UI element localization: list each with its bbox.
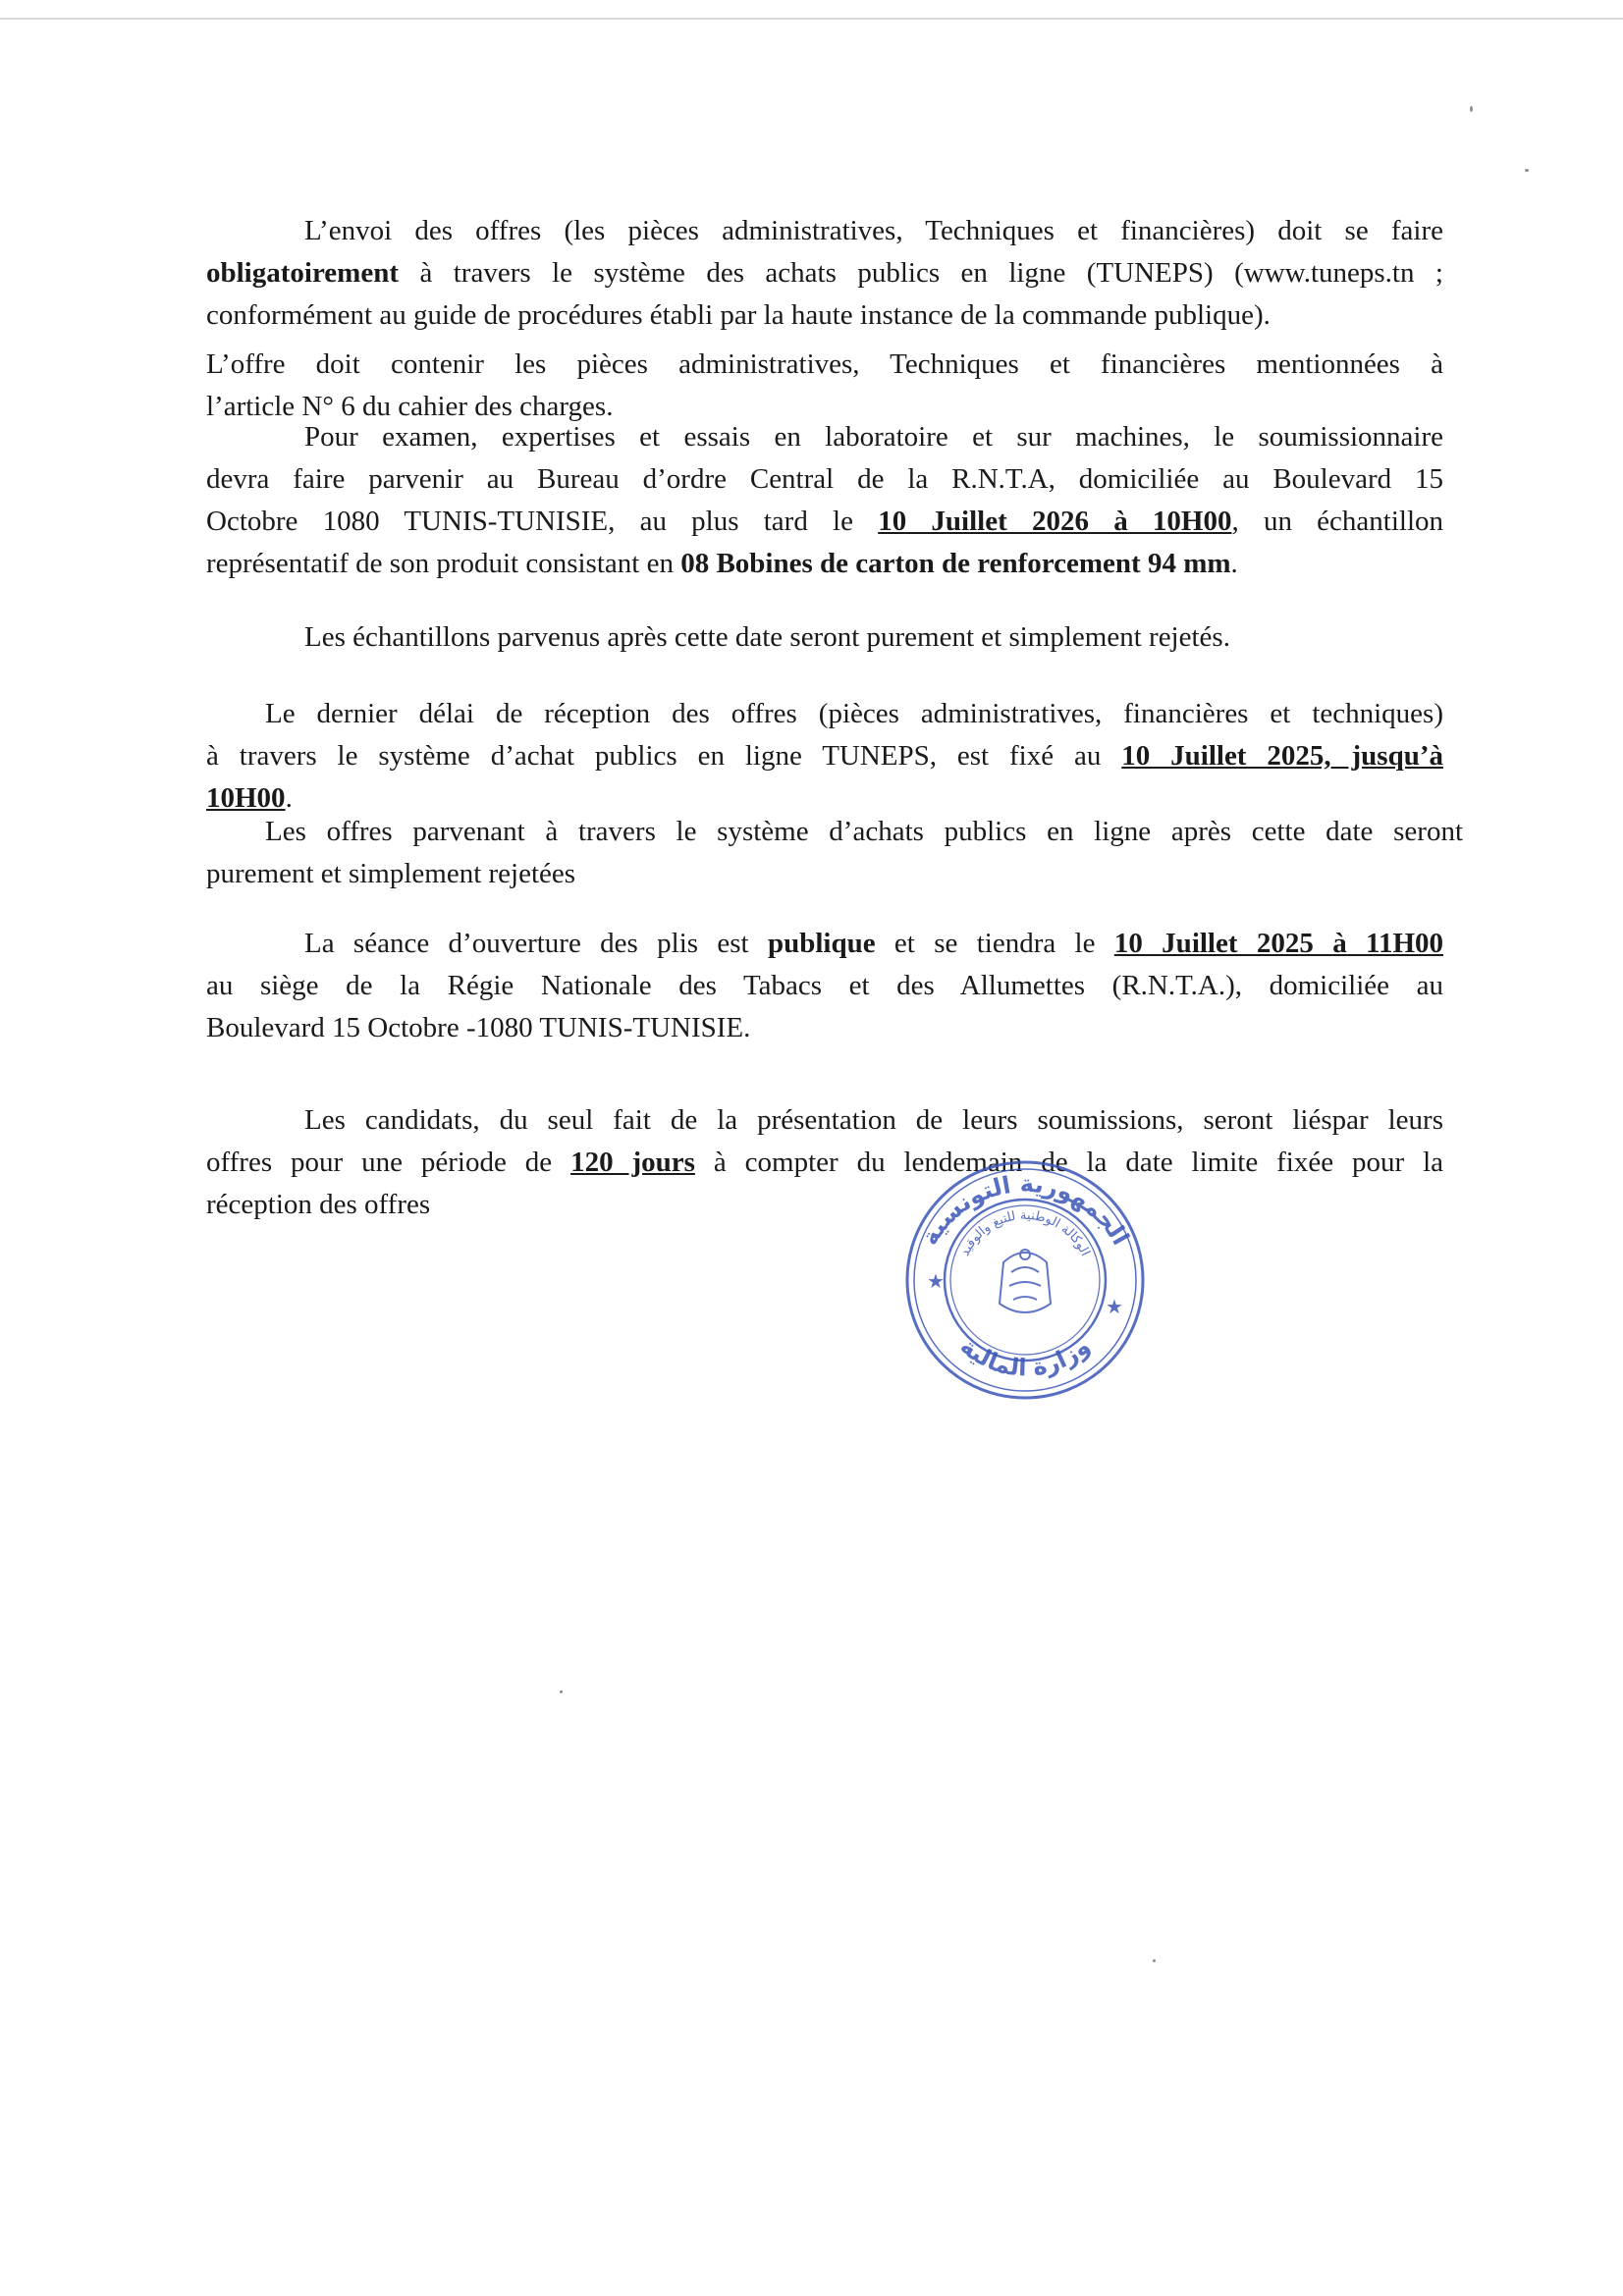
paragraph-offres-rejetees <box>206 811 1463 895</box>
scan-speck <box>1153 1959 1156 1962</box>
paragraph-ouverture-plis <box>206 923 1443 1049</box>
heure-delai: 10H00 <box>206 782 286 814</box>
text-line: Les candidats, du seul fait de la présentation de leurs soumissions, seront liéspar leurs <box>304 1104 1443 1136</box>
stamp-lower-text: وزارة المالية <box>954 1332 1096 1382</box>
stamp-emblem-icon <box>1000 1250 1051 1312</box>
paragraph-delai-reception <box>206 693 1443 820</box>
scan-edge <box>0 18 1623 20</box>
text-fragment: La séance d’ouverture des plis est <box>304 928 768 959</box>
text-line: L’offre doit contenir les pièces administratives, Techniques et financières mentionnées à <box>206 348 1443 380</box>
text-line <box>206 501 1443 543</box>
text-fragment: . <box>1230 548 1238 579</box>
text-line <box>206 252 1443 294</box>
svg-text:وزارة المالية <box>955 1332 1096 1381</box>
text-fragment: offres pour une période de <box>206 1147 571 1178</box>
scan-speck <box>560 1690 563 1693</box>
official-stamp <box>901 1156 1149 1404</box>
text-fragment: . <box>285 782 293 814</box>
emphasis-produit: 08 Bobines de carton de renforcement 94 mm <box>680 548 1231 579</box>
stamp-inner-text: الوكالة الوطنية للتبغ والوقيد <box>957 1207 1093 1259</box>
text-line: l’article N° 6 du cahier des charges. <box>206 391 614 422</box>
text-fragment: à travers le système d’achat publics en ligne TUNEPS, est fixé au <box>206 740 1122 772</box>
date-ouverture: 10 Juillet 2025 à 11H00 <box>1113 928 1443 959</box>
paragraph-echantillons-rejetes <box>206 616 1443 659</box>
text-line: au siège de la Régie Nationale des Tabacs et des Allumettes (R.N.T.A.), domiciliée au <box>206 970 1443 1001</box>
text-line: Pour examen, expertises et essais en laboratoire et sur machines, le soumissionnaire <box>304 421 1443 453</box>
text-line: L’envoi des offres (les pièces administratives, Techniques et financières) doit se faire <box>304 215 1443 246</box>
paragraph-echantillon <box>206 416 1443 585</box>
text-line: Le dernier délai de réception des offres (pièces administratives, financières et techniques) <box>265 698 1443 729</box>
stamp-outer-text: الجمهورية التونسية <box>915 1169 1135 1251</box>
text-fragment: représentatif de son produit consistant en <box>206 548 681 579</box>
scan-speck <box>1470 106 1473 112</box>
text-line <box>206 735 1443 777</box>
emphasis-publique: publique <box>767 928 876 959</box>
duree-validite: 120 jours <box>570 1147 695 1178</box>
text-line: Les offres parvenant à travers le système d’achats publics en ligne après cette date seront <box>265 816 1463 847</box>
text-fragment: et se tiendra le <box>875 928 1114 959</box>
text-fragment: à travers le système des achats publics en ligne (TUNEPS) (www.tuneps.tn ; <box>399 257 1443 289</box>
stamp-star-icon: ★ <box>927 1269 945 1293</box>
text-line <box>206 543 1443 585</box>
text-line: réception des offres <box>206 1189 431 1220</box>
text-fragment: , un échantillon <box>1231 506 1444 537</box>
date-delai: 10 Juillet 2025, jusqu’à <box>1121 740 1443 772</box>
text-line: Les échantillons parvenus après cette date seront purement et simplement rejetés. <box>304 621 1230 653</box>
paragraph-validite-offres <box>206 1099 1443 1226</box>
scan-speck <box>1525 169 1529 172</box>
text-line: Boulevard 15 Octobre -1080 TUNIS-TUNISIE. <box>206 1012 751 1043</box>
emphasis-obligatoirement: obligatoirement <box>206 257 399 289</box>
paragraph-envoi-offres <box>206 210 1443 337</box>
date-echantillon: 10 Juillet 2026 à 10H00 <box>878 506 1232 537</box>
text-line: conformément au guide de procédures établi par la haute instance de la commande publique). <box>206 299 1271 331</box>
stamp-star-icon: ★ <box>1106 1295 1123 1318</box>
text-line: devra faire parvenir au Bureau d’ordre Central de la R.N.T.A, domiciliée au Boulevard 15 <box>206 463 1443 495</box>
text-fragment: Octobre 1080 TUNIS-TUNISIE, au plus tard le <box>206 506 879 537</box>
text-fragment: à compter du lendemain de la date limite fixée pour la <box>694 1147 1444 1178</box>
text-line: purement et simplement rejetées <box>206 858 576 889</box>
text-line <box>206 923 1443 965</box>
text-line <box>206 1142 1443 1184</box>
